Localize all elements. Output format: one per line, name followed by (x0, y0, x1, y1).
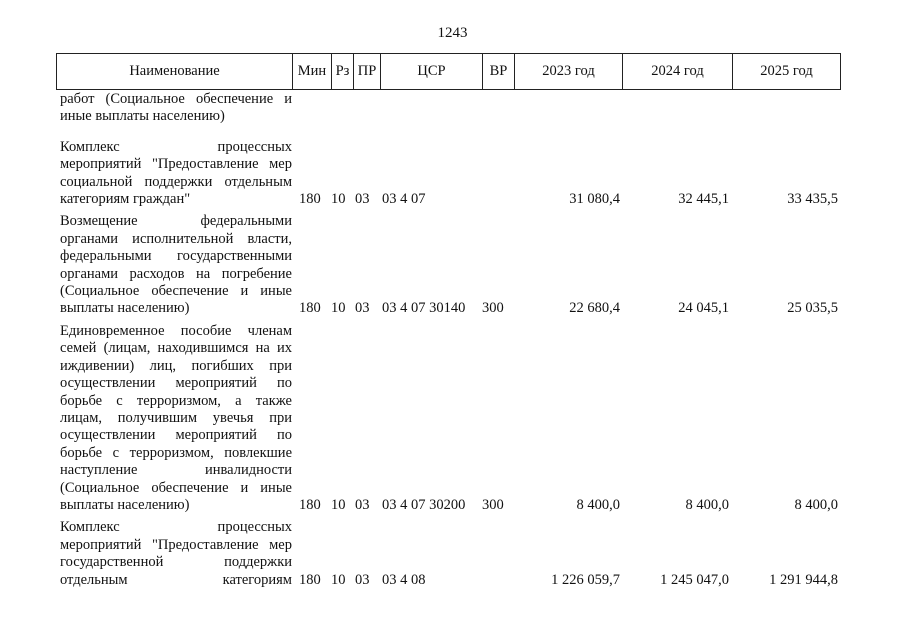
row-name-line: органами исполнительной власти, (60, 230, 292, 247)
cell-rz: 10 (331, 300, 346, 317)
row-name-line: Комплекс процессных (60, 138, 292, 155)
row-name-line: Единовременное пособие членам (60, 322, 292, 339)
cell-min: 180 (299, 300, 321, 317)
table-row (56, 139, 841, 209)
cell-min: 180 (299, 496, 321, 513)
cell-vr: 300 (482, 496, 504, 513)
cell-csr: 03 4 07 30200 (382, 496, 466, 513)
row-name-line: иные выплаты населению) (60, 108, 225, 125)
row-name-line: выплаты населению) (60, 496, 190, 513)
row-name-line: (Социальное обеспечение и иные (60, 479, 292, 496)
cell-2025: 8 400,0 (794, 496, 838, 513)
row-name-line: отдельным категориям (60, 571, 292, 588)
row-name-line: органами расходов на погребение (60, 265, 292, 282)
row-name-line: Возмещение федеральными (60, 213, 292, 230)
table-row (56, 323, 841, 514)
row-name-line: семей (лицам, находившимся на их (60, 340, 292, 357)
table-row (56, 91, 841, 126)
table-header (56, 53, 841, 90)
row-name-line: государственной поддержки (60, 554, 292, 571)
row-name-line: наступление инвалидности (60, 462, 292, 479)
row-name-line: иждивении) лиц, погибших при (60, 357, 292, 374)
cell-pr: 03 (355, 496, 370, 513)
cell-2025: 25 035,5 (787, 300, 838, 317)
table-row (56, 519, 841, 589)
cell-min: 180 (299, 191, 321, 208)
cell-2023: 31 080,4 (569, 191, 620, 208)
header-min: Мин (292, 54, 331, 89)
cell-vr: 300 (482, 300, 504, 317)
row-name-line: осуществлении мероприятий по (60, 375, 292, 392)
row-name-line: Комплекс процессных (60, 519, 292, 536)
row-name-line: федеральными государственными (60, 248, 292, 265)
row-name (60, 91, 292, 126)
table-body (56, 90, 841, 589)
cell-2025: 33 435,5 (787, 191, 838, 208)
cell-min: 180 (299, 571, 321, 588)
row-name-line: мероприятий "Предоставление мер (60, 536, 292, 553)
cell-2023: 8 400,0 (576, 496, 620, 513)
row-name (60, 323, 292, 514)
row-name-line: социальной поддержки отдельным (60, 173, 292, 190)
row-name-line: категориям граждан" (60, 191, 191, 208)
cell-2025: 1 291 944,8 (769, 571, 838, 588)
header-pr: ПР (353, 54, 380, 89)
cell-2023: 1 226 059,7 (551, 571, 620, 588)
cell-rz: 10 (331, 191, 346, 208)
cell-pr: 03 (355, 571, 370, 588)
cell-csr: 03 4 08 (382, 571, 426, 588)
row-name-line: лицам, получившим увечья при (60, 409, 292, 426)
cell-csr: 03 4 07 30140 (382, 300, 466, 317)
header-csr: ЦСР (380, 54, 482, 89)
cell-2024: 24 045,1 (678, 300, 729, 317)
cell-csr: 03 4 07 (382, 191, 426, 208)
cell-2024: 1 245 047,0 (660, 571, 729, 588)
row-name-line: борьбе с терроризмом, а также (60, 392, 292, 409)
row-name-line: работ (Социальное обеспечение и (60, 91, 292, 107)
row-name-line: осуществлении мероприятий по (60, 427, 292, 444)
cell-2023: 22 680,4 (569, 300, 620, 317)
row-name-line: мероприятий "Предоставление мер (60, 156, 292, 173)
row-name-line: борьбе с терроризмом, повлекшие (60, 444, 292, 461)
header-rz: Рз (331, 54, 353, 89)
row-name-line: выплаты населению) (60, 300, 190, 317)
cell-rz: 10 (331, 571, 346, 588)
cell-2024: 8 400,0 (685, 496, 729, 513)
cell-pr: 03 (355, 191, 370, 208)
header-vr: ВР (482, 54, 514, 89)
header-2023: 2023 год (514, 54, 622, 89)
header-2025: 2025 год (732, 54, 840, 89)
cell-2024: 32 445,1 (678, 191, 729, 208)
header-2024: 2024 год (622, 54, 732, 89)
table-row (56, 213, 841, 317)
cell-pr: 03 (355, 300, 370, 317)
page-number: 1243 (437, 25, 468, 41)
row-name-line: (Социальное обеспечение и иные (60, 283, 292, 300)
header-name: Наименование (129, 63, 220, 79)
cell-rz: 10 (331, 496, 346, 513)
